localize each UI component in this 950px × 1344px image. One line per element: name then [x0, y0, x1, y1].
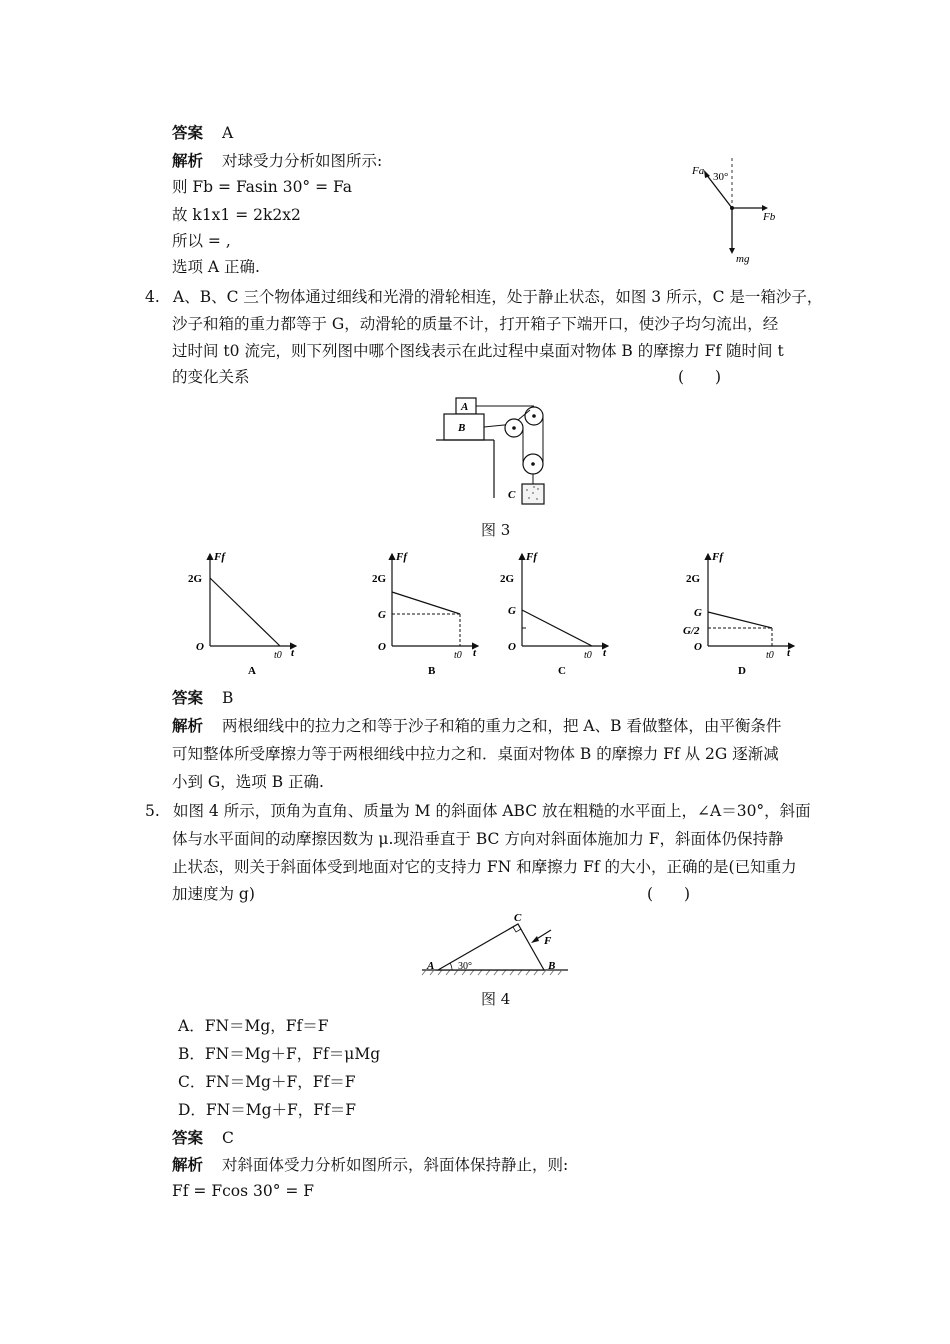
- question-5-number: 5.: [145, 802, 160, 820]
- force-diagram-ball: [680, 150, 790, 270]
- graph-b-xaxis: t: [473, 647, 477, 659]
- analysis-text: 对斜面体受力分析如图所示，斜面体保持静止，则:: [221, 1156, 569, 1174]
- analysis-4-text-1: 两根细线中的拉力之和等于沙子和箱的重力之和，把 A、B 看做整体，由平衡条件: [221, 717, 782, 735]
- graph-c: [500, 551, 608, 677]
- graph-d-name: D: [738, 665, 746, 677]
- graph-c-2g: 2G: [500, 573, 515, 585]
- fig3-label-c: C: [508, 489, 516, 501]
- analysis-label: 解析: [172, 716, 204, 735]
- fig3-label-b: B: [458, 422, 466, 434]
- graph-c-name: C: [558, 665, 566, 677]
- question-4-line4: 的变化关系: [172, 368, 250, 386]
- question-4-line1: [145, 287, 822, 307]
- analysis-5-line1: Ff = Fcos 30° = F: [172, 1182, 315, 1200]
- figure-3-caption: 图 3: [481, 521, 511, 539]
- graph-a-yaxis: Ff: [214, 551, 225, 563]
- analysis-3-line4: 选项 A 正确.: [172, 258, 260, 276]
- graph-a-origin: O: [196, 641, 204, 653]
- graph-a-t0: t0: [274, 650, 282, 661]
- graph-a: [188, 551, 296, 677]
- label-angle: 30°: [713, 171, 729, 183]
- question-5-line3: 止状态，则关于斜面体受到地面对它的支持力 FN 和摩擦力 Ff 的大小，正确的是(已知重力: [172, 858, 797, 876]
- graph-b-origin: O: [378, 641, 386, 653]
- answer-label: 答案: [172, 688, 204, 707]
- analysis-3-line3: 所以 = ,: [172, 232, 231, 250]
- answer-label: 答案: [172, 123, 204, 142]
- fig4-label-c: C: [514, 912, 522, 924]
- graph-c-g: G: [508, 605, 516, 617]
- sand-box: [522, 484, 544, 504]
- label-fa: Fa: [692, 165, 705, 177]
- graph-d: [683, 551, 794, 677]
- graph-d-2g: 2G: [686, 573, 701, 585]
- analysis-3-line1: 则 Fb = Fasin 30° = Fa: [172, 178, 352, 196]
- analysis-label: 解析: [172, 151, 204, 170]
- analysis-4-line1: [172, 716, 781, 736]
- analysis-3: [172, 151, 382, 171]
- label-fb: Fb: [763, 211, 776, 223]
- answer-value: A: [221, 124, 234, 142]
- graph-b-name: B: [428, 665, 436, 677]
- graph-c-t0: t0: [584, 650, 592, 661]
- graph-a-name: A: [248, 665, 256, 677]
- graph-b-t0: t0: [454, 650, 462, 661]
- analysis-text: 对球受力分析如图所示:: [221, 152, 383, 170]
- graph-d-g-half: G/2: [683, 625, 700, 637]
- question-5-line4: 加速度为 g): [172, 885, 255, 903]
- graphs-options: [180, 548, 820, 682]
- analysis-4-line2: 可知整体所受摩擦力等于两根细线中拉力之和．桌面对物体 B 的摩擦力 Ff 从 2G 逐渐减: [172, 745, 779, 763]
- analysis-5: [172, 1155, 568, 1175]
- graph-b-g: G: [378, 609, 386, 621]
- graph-c-xaxis: t: [603, 647, 607, 659]
- graph-d-t0: t0: [766, 650, 774, 661]
- analysis-3-line2: 故 k1x1 = 2k2x2: [172, 206, 301, 224]
- graph-b-yaxis: Ff: [396, 551, 407, 563]
- fig4-label-angle: 30°: [458, 961, 472, 972]
- option-d: D．FN＝Mg＋F，Ff＝F: [178, 1101, 357, 1119]
- question-4-line3: 过时间 t0 流完，则下列图中哪个图线表示在此过程中桌面对物体 B 的摩擦力 Ff 随时间 t: [172, 342, 784, 360]
- fig4-label-f: F: [544, 935, 552, 947]
- answer-5: [172, 1128, 234, 1148]
- option-b: B．FN＝Mg＋F，Ff＝μMg: [178, 1045, 381, 1063]
- figure-4-caption: 图 4: [481, 990, 511, 1008]
- question-5-paren: ( ): [647, 885, 691, 903]
- incline-block: [438, 924, 544, 970]
- analysis-label: 解析: [172, 1155, 204, 1174]
- question-5-line2: 体与水平面间的动摩擦因数为 μ.现沿垂直于 BC 方向对斜面体施加力 F，斜面体仍保持静: [172, 830, 784, 848]
- graph-d-yaxis: Ff: [712, 551, 723, 563]
- graph-a-xaxis: t: [291, 647, 295, 659]
- graph-c-yaxis: Ff: [526, 551, 537, 563]
- question-5-line1: [145, 801, 811, 821]
- q4-text-1: A、B、C 三个物体通过细线和光滑的滑轮相连，处于静止状态，如图 3 所示，C 是一箱沙子，: [173, 288, 823, 306]
- graph-d-g: G: [694, 607, 702, 619]
- q5-text-1: 如图 4 所示，顶角为直角、质量为 M 的斜面体 ABC 放在粗糙的水平面上，∠A＝30°，斜面: [173, 802, 811, 820]
- graph-a-2g: 2G: [188, 573, 203, 585]
- question-4-paren: ( ): [678, 368, 722, 386]
- answer-label: 答案: [172, 1128, 204, 1147]
- analysis-4-line3: 小到 G，选项 B 正确.: [172, 773, 324, 791]
- option-c: C．FN＝Mg＋F，Ff＝F: [178, 1073, 356, 1091]
- figure-4-incline: [416, 908, 576, 982]
- answer-value: C: [221, 1129, 234, 1147]
- answer-value: B: [221, 689, 234, 707]
- graph-d-origin: O: [694, 641, 702, 653]
- fig4-label-a: A: [427, 960, 435, 972]
- graph-b-2g: 2G: [372, 573, 387, 585]
- question-4-line2: 沙子和箱的重力都等于 G，动滑轮的质量不计，打开箱子下端开口，使沙子均匀流出，经: [172, 315, 779, 333]
- figure-3-pulley: [430, 394, 570, 510]
- label-mg: mg: [736, 253, 750, 265]
- fig3-label-a: A: [461, 401, 469, 413]
- graph-b: [372, 551, 478, 677]
- question-4-number: 4.: [145, 288, 160, 306]
- answer-3: [172, 123, 233, 143]
- fig4-label-b: B: [548, 960, 556, 972]
- option-a: A．FN＝Mg，Ff＝F: [178, 1017, 329, 1035]
- graph-d-xaxis: t: [787, 647, 791, 659]
- answer-4: [172, 688, 233, 708]
- graph-c-origin: O: [508, 641, 516, 653]
